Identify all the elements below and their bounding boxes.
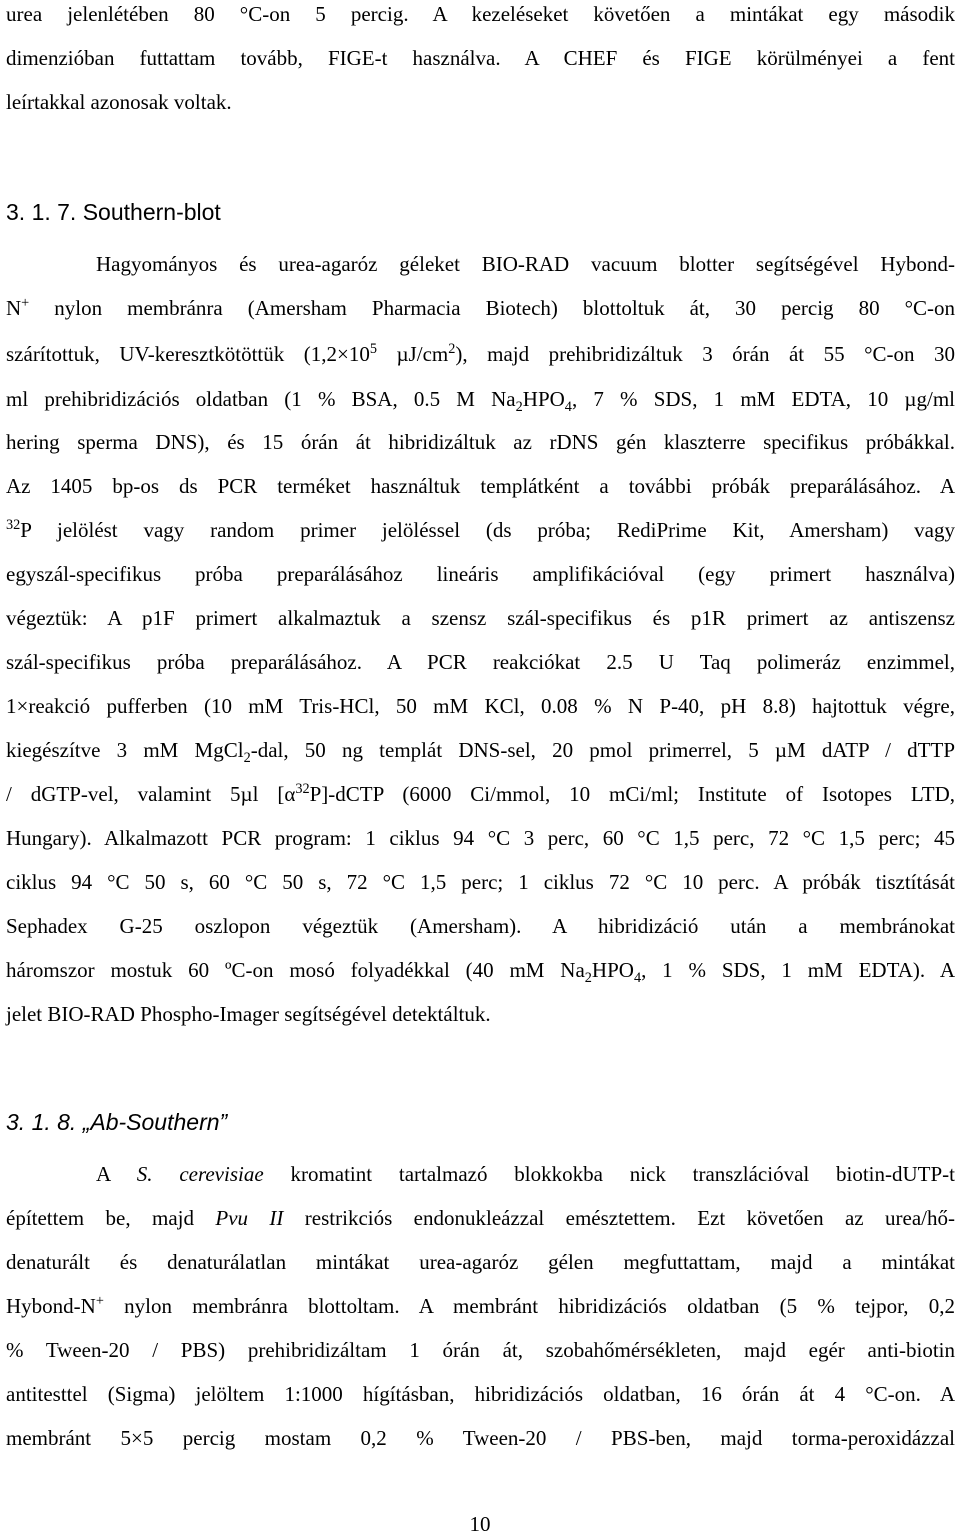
body-text-line: ml prehibridizációs oldatban (1 % BSA, 0.5 M $Na_2HPO_4$, 7 % SDS, 1 mM EDTA, 10 µg/ml xyxy=(6,387,955,416)
body-text-line: Az 1405 bp-os ds PCR terméket használtuk templátként a további próbák preparálásához. A xyxy=(6,474,955,498)
body-text-line: membránt 5×5 percig mostam 0,2 % Tween-20 / PBS-ben, majd torma-peroxidázzal xyxy=(6,1426,955,1450)
body-text-line: hering sperma DNS), és 15 órán át hibridizáltuk az rDNS gén klaszterre specifikus próbákkal. xyxy=(6,430,955,454)
page-number: 10 xyxy=(469,1512,491,1536)
body-text-line: szál-specifikus próba preparálásához. A PCR reakciókat 2.5 U Taq polimeráz enzimmel, xyxy=(6,650,955,674)
body-text-line: Sephadex G-25 oszlopon végeztük (Amersham). A hibridizáció után a membránokat xyxy=(6,914,955,938)
body-text-line: denaturált és denaturálatlan mintákat urea-agaróz gélen megfuttattam, majd a mintákat xyxy=(6,1250,955,1274)
body-text-line: Hybond-N+ nylon membránra blottoltam. A membránt hibridizációs oldatban (5 % tejpor, 0,2 xyxy=(6,1293,955,1318)
section-heading: 3. 1. 8. „Ab-Southern” xyxy=(6,1109,228,1135)
section-heading: 3. 1. 7. Southern-blot xyxy=(6,199,221,225)
body-text-line: / dGTP-vel, valamint 5µl $[\alpha^{32}P]$-dCTP (6000 Ci/mmol, 10 mCi/ml; Institute of Isotopes LTD, xyxy=(6,781,955,806)
body-text-line: 1×reakció pufferben (10 mM Tris-HCl, 50 mM KCl, 0.08 % N P-40, pH 8.8) hajtottuk végre, xyxy=(6,694,955,718)
body-text-line: leírtakkal azonosak voltak. xyxy=(6,90,232,114)
body-text-line: szárítottuk, UV-keresztkötöttük ($1,2\times 10^5$ $\mu J/cm^2$), majd prehibridizáltuk 3 órán át 55 °C-on 30 xyxy=(6,341,956,366)
body-text-line: kiegészítve 3 mM MgCl$_2$-dal, 50 ng templát DNS-sel, 20 pmol primerrel, 5 µM dATP / dTTP xyxy=(6,738,955,767)
body-text-line: antitesttel (Sigma) jelöltem 1:1000 hígításban, hibridizációs oldatban, 16 órán át 4 °C-on. A xyxy=(6,1382,955,1406)
body-text-line: A S. cerevisiae kromatint tartalmazó blokkokba nick transzlációval biotin-dUTP-t xyxy=(96,1162,956,1186)
body-text-line: végeztük: A p1F primert alkalmaztuk a szensz szál-specifikus és p1R primert az antiszensz xyxy=(6,606,955,630)
body-text-line: jelet BIO-RAD Phospho-Imager segítségével detektáltuk. xyxy=(6,1002,491,1026)
body-text-line: urea jelenlétében 80 °C-on 5 percig. A kezeléseket követően a mintákat egy második xyxy=(6,2,955,26)
body-text-line: $^{32}$P jelölést vagy random primer jelöléssel (ds próba; RediPrime Kit, Amersham) vagy xyxy=(6,517,955,542)
body-text-line: építettem be, majd Pvu II restrikciós endonukleázzal emésztettem. Ezt követően az urea/hő- xyxy=(6,1206,955,1230)
body-text-line: Hagyományos és urea-agaróz géleket BIO-RAD vacuum blotter segítségével Hybond- xyxy=(96,252,955,276)
body-text-line: % Tween-20 / PBS) prehibridizáltam 1 órán át, szobahőmérsékleten, majd egér anti-biotin xyxy=(6,1338,955,1362)
body-text-line: N+ nylon membránra (Amersham Pharmacia Biotech) blottoltuk át, 30 percig 80 °C-on xyxy=(6,295,955,320)
body-text-line: ciklus 94 °C 50 s, 60 °C 50 s, 72 °C 1,5 perc; 1 ciklus 72 °C 10 perc. A próbák tisztítását xyxy=(6,870,955,894)
body-text-line: egyszál-specifikus próba preparálásához lineáris amplifikációval (egy primert használva) xyxy=(6,562,955,586)
body-text-line: Hungary). Alkalmazott PCR program: 1 ciklus 94 °C 3 perc, 60 °C 1,5 perc, 72 °C 1,5 perc; 45 xyxy=(6,826,955,850)
body-text-line: dimenzióban futtattam tovább, FIGE-t használva. A CHEF és FIGE körülményei a fent xyxy=(6,46,955,70)
body-text-line: háromszor mostuk 60 ºC-on mosó folyadékkal (40 mM $Na_2HPO_4$, 1 % SDS, 1 mM EDTA). A xyxy=(6,958,955,987)
